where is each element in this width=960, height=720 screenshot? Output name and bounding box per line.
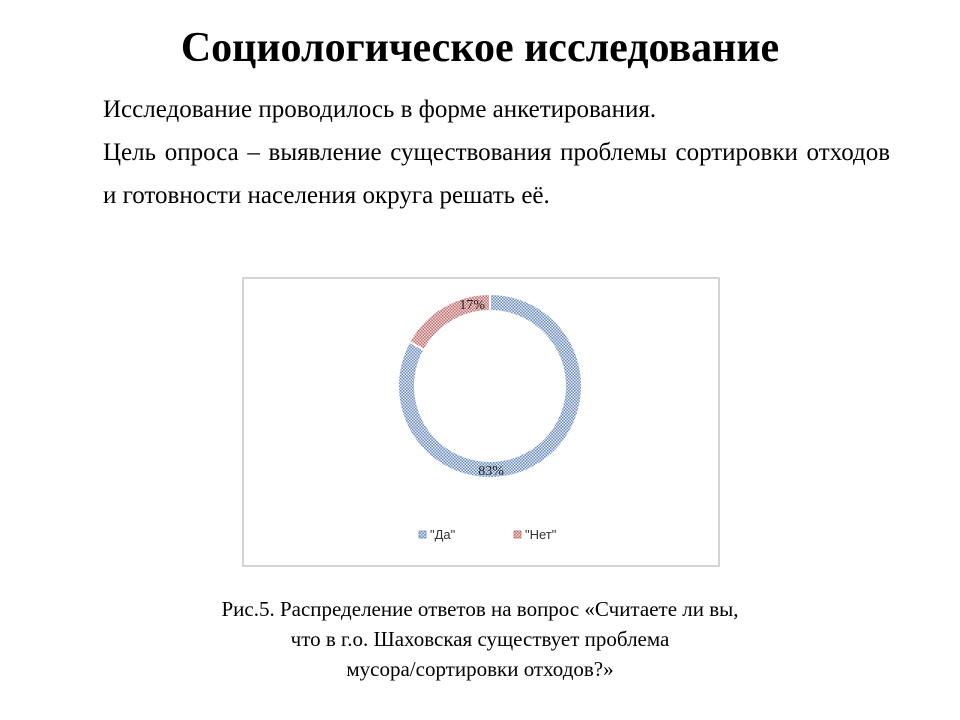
- figure-caption: [0, 594, 960, 684]
- doughnut-chart: [244, 279, 718, 565]
- slide-title: Социологическое исследование: [180, 25, 780, 71]
- legend-swatch-1: [514, 531, 521, 538]
- chart-data-labels: [459, 298, 504, 479]
- caption-line-3: мусора/сортировки отходов?»: [346, 657, 614, 681]
- chart-slices: [398, 294, 582, 478]
- caption-line-2: что в г.о. Шаховская существует проблема: [290, 627, 670, 651]
- legend-label-0: "Да": [430, 527, 456, 542]
- survey-goal: Цель опроса – выявление существования проблемы сортировки отходов и готовности населения округа решать её.: [103, 139, 890, 209]
- legend-swatch-0: [419, 531, 426, 538]
- intro-text: [103, 88, 890, 217]
- data-label-0: 83%: [478, 463, 504, 479]
- chart-frame: [242, 277, 720, 567]
- data-label-1: 17%: [459, 297, 486, 313]
- legend-label-1: "Нет": [525, 527, 557, 542]
- intro-line: Исследование проводилось в форме анкетирования.: [103, 96, 657, 123]
- chart-legend: [419, 527, 557, 542]
- caption-line-1: Рис.5. Распределение ответов на вопрос «Считаете ли вы,: [221, 597, 739, 621]
